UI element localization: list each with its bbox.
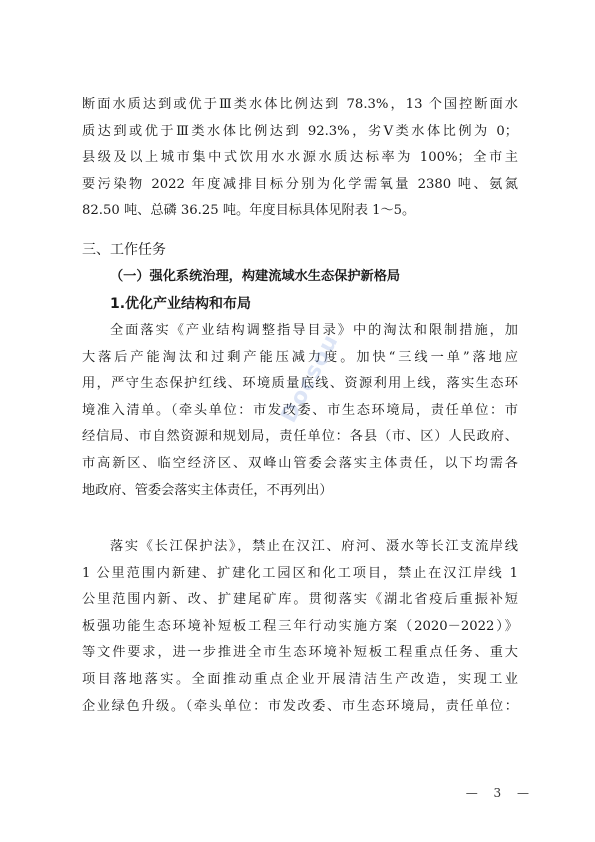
text-line: 板强功能生态环境补短板工程三年行动实施方案（2020－2022）》 [82, 618, 518, 634]
text-line: 地政府、管委会落实主体责任，不再列出） [82, 482, 333, 498]
section-heading: 三、工作任务 [82, 242, 166, 258]
text-line: 落实《长江保护法》，禁止在汉江、府河、滠水等长江支流岸线 [110, 539, 518, 554]
watermark: Docsou [276, 330, 344, 427]
text-line: 企业绿色升级。（牵头单位：市发改委、市生态环境局，责任单位： [82, 698, 518, 714]
text-line: 全面落实《产业结构调整指导目录》中的淘汰和限制措施，加 [110, 323, 518, 338]
page-number: — 3 — [465, 786, 535, 800]
text-line: 经信局、市自然资源和规划局，责任单位：各县（市、区）人民政府、 [82, 429, 518, 445]
text-line: 要污染物 2022 年度减排目标分别为化学需氧量 2380 吨、氨氮 [82, 176, 518, 192]
text-line: 市高新区、临空经济区、双峰山管委会落实主体责任，以下均需各 [82, 455, 518, 471]
text-line: 质达到或优于Ⅲ类水体比例达到 92.3%，劣Ⅴ类水体比例为 0； [82, 123, 518, 139]
subsection-heading: （一）强化系统治理，构建流域水生态保护新格局 [110, 269, 401, 284]
text-line: 项目落地落实。全面推动重点企业开展清洁生产改造，实现工业 [82, 671, 518, 687]
text-line: 境准入清单。（牵头单位：市发改委、市生态环境局，责任单位：市 [82, 402, 518, 418]
paragraph-water-quality-targets [82, 92, 518, 225]
text-line: 公里范围内新、改、扩建尾矿库。贯彻落实《湖北省疫后重振补短 [82, 592, 518, 608]
text-line: 断面水质达到或优于Ⅲ类水体比例达到 78.3%，13 个国控断面水 [82, 97, 518, 112]
text-line: 县级及以上城市集中式饮用水水源水质达标率为 100%；全市主 [82, 150, 518, 166]
text-line: 等文件要求，进一步推进全市生态环境补短板工程重点任务、重大 [82, 645, 518, 661]
text-line: 大落后产能淘汰和过剩产能压减力度。加快“三线一单”落地应 [82, 349, 518, 365]
text-line: 82.50 吨、总磷 36.25 吨。年度目标具体见附表 1～5。 [82, 203, 416, 219]
text-line: 1 公里范围内新建、扩建化工园区和化工项目，禁止在汉江岸线 1 [82, 565, 518, 581]
text-line: 用，严守生态保护红线、环境质量底线、资源利用上线，落实生态环 [82, 376, 518, 392]
item-heading: 1.优化产业结构和布局 [110, 296, 252, 312]
paragraph-yangtze-protection [82, 534, 518, 720]
